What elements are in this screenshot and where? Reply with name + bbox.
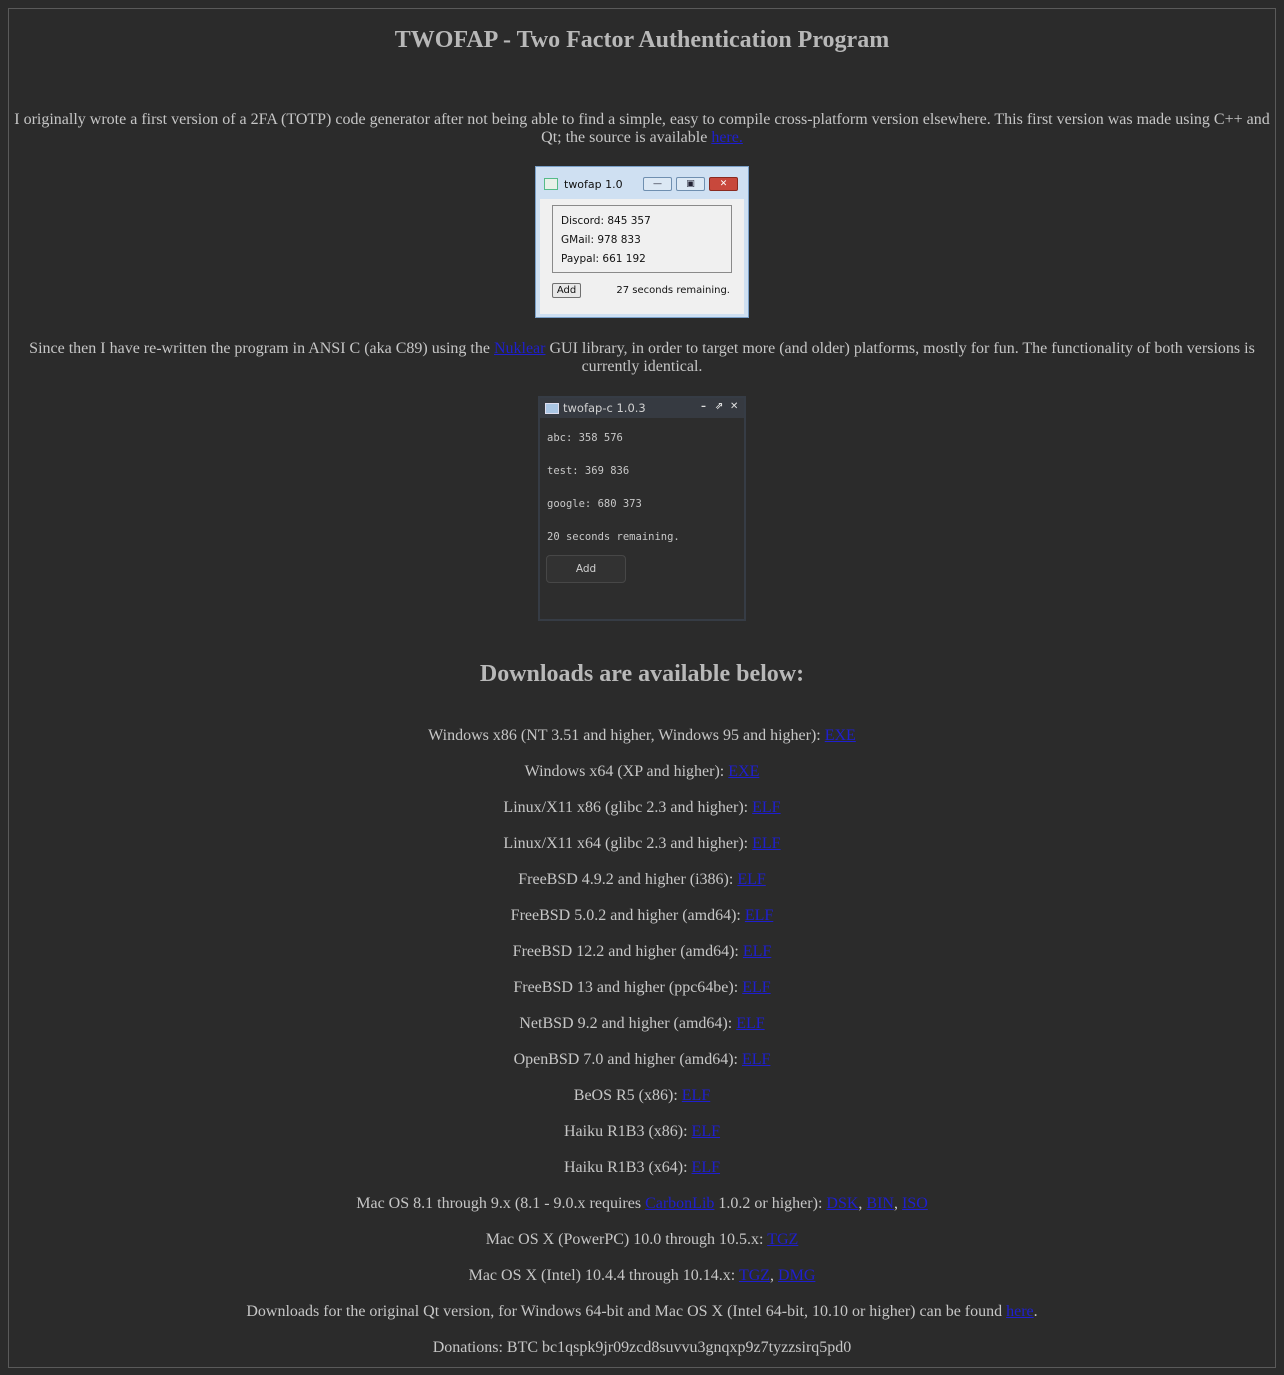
download-row-beos xyxy=(9,1087,1275,1123)
close-icon: ✕ xyxy=(730,401,739,412)
download-link-tgz[interactable]: TGZ xyxy=(767,1231,799,1248)
download-label: Linux/X11 x86 (glibc 2.3 and higher): xyxy=(503,799,753,816)
nk-remaining-text: 20 seconds remaining. xyxy=(547,531,680,543)
download-link-elf[interactable]: ELF xyxy=(744,907,774,924)
qt-downloads-note xyxy=(9,1303,1275,1339)
download-link-elf[interactable]: ELF xyxy=(742,943,772,960)
separator: , xyxy=(858,1195,867,1212)
download-row-macosx-intel xyxy=(9,1267,1275,1303)
app-icon xyxy=(544,178,558,190)
download-row-netbsd xyxy=(9,1015,1275,1051)
download-link-elf[interactable]: ELF xyxy=(752,835,781,852)
qt-source-link[interactable]: here. xyxy=(711,129,743,146)
minimize-icon: — xyxy=(643,177,672,191)
download-link-bin[interactable]: BIN xyxy=(866,1195,894,1212)
download-row-windows-x86 xyxy=(9,727,1275,763)
list-item: Paypal: 661 192 xyxy=(561,253,646,265)
download-label: Windows x86 (NT 3.51 and higher, Windows 95 and higher): xyxy=(428,727,825,744)
download-row-freebsd-ppc64be xyxy=(9,979,1275,1015)
app-icon xyxy=(545,403,559,414)
download-row-macosx-ppc xyxy=(9,1231,1275,1267)
download-label: BeOS R5 (x86): xyxy=(573,1087,682,1104)
qt-note-text: Downloads for the original Qt version, for Windows 64-bit and Mac OS X (Intel 64-bit, 10.10 or higher) can be found xyxy=(246,1303,1007,1320)
download-link-elf[interactable]: ELF xyxy=(691,1159,720,1176)
download-row-freebsd-amd64-12 xyxy=(9,943,1275,979)
qt-add-button: Add xyxy=(552,283,581,298)
separator: , xyxy=(770,1267,779,1284)
download-link-elf[interactable]: ELF xyxy=(737,871,766,888)
download-link-elf[interactable]: ELF xyxy=(736,1015,765,1032)
page-title: TWOFAP - Two Factor Authentication Program xyxy=(394,27,890,53)
maximize-icon: ▣ xyxy=(676,177,705,191)
download-label: Haiku R1B3 (x86): xyxy=(564,1123,692,1140)
download-link-exe[interactable]: EXE xyxy=(728,763,760,780)
download-row-freebsd-i386 xyxy=(9,871,1275,907)
nk-add-button: Add xyxy=(546,555,626,583)
minimize-icon: – xyxy=(701,401,706,412)
download-row-haiku-x64 xyxy=(9,1159,1275,1195)
download-row-windows-x64 xyxy=(9,763,1275,799)
qt-body xyxy=(540,199,744,314)
download-label: FreeBSD 12.2 and higher (amd64): xyxy=(512,943,743,960)
qt-window-title: twofap 1.0 xyxy=(564,178,623,191)
download-row-openbsd xyxy=(9,1051,1275,1087)
nuklear-screenshot xyxy=(538,396,746,621)
downloads-list xyxy=(9,727,1275,1375)
intro-paragraph xyxy=(9,111,1275,147)
qt-titlebar xyxy=(536,167,748,201)
qt-note-suffix: . xyxy=(1033,1303,1038,1320)
close-icon: ✕ xyxy=(709,177,738,191)
download-label: NetBSD 9.2 and higher (amd64): xyxy=(519,1015,737,1032)
rewrite-paragraph xyxy=(9,340,1275,376)
download-label: 1.0.2 or higher): xyxy=(714,1195,827,1212)
nk-window-title: twofap-c 1.0.3 xyxy=(563,401,646,415)
download-label: Haiku R1B3 (x64): xyxy=(564,1159,692,1176)
downloads-heading: Downloads are available below: xyxy=(479,661,805,687)
download-label: Mac OS 8.1 through 9.x (8.1 - 9.0.x requires xyxy=(356,1195,646,1212)
list-item: abc: 358 576 xyxy=(547,432,623,444)
nuklear-link[interactable]: Nuklear xyxy=(493,340,546,357)
list-item: GMail: 978 833 xyxy=(561,234,641,246)
download-link-exe[interactable]: EXE xyxy=(824,727,856,744)
download-row-freebsd-amd64-5 xyxy=(9,907,1275,943)
download-label: OpenBSD 7.0 and higher (amd64): xyxy=(513,1051,742,1068)
download-link-elf[interactable]: ELF xyxy=(691,1123,720,1140)
donations-text: Donations: BTC bc1qspk9jr09zcd8suvvu3gnqxp9z7tyzzsirq5pd0 xyxy=(432,1339,852,1356)
download-link-iso[interactable]: ISO xyxy=(901,1195,928,1212)
list-item: google: 680 373 xyxy=(547,498,642,510)
download-link-dsk[interactable]: DSK xyxy=(826,1195,859,1212)
nk-titlebar xyxy=(540,398,744,418)
qt-downloads-link[interactable]: here xyxy=(1006,1303,1034,1320)
download-link-elf[interactable]: ELF xyxy=(741,1051,771,1068)
carbonlib-link[interactable]: CarbonLib xyxy=(645,1195,715,1212)
download-row-linux-x86 xyxy=(9,799,1275,835)
download-link-tgz[interactable]: TGZ xyxy=(738,1267,771,1284)
download-label: Mac OS X (PowerPC) 10.0 through 10.5.x: xyxy=(485,1231,768,1248)
separator: , xyxy=(893,1195,902,1212)
download-label: FreeBSD 13 and higher (ppc64be): xyxy=(513,979,743,996)
download-label: FreeBSD 4.9.2 and higher (i386): xyxy=(518,871,738,888)
rewrite-text-before: Since then I have re-written the program in ANSI C (aka C89) using the xyxy=(29,340,494,357)
download-label: FreeBSD 5.0.2 and higher (amd64): xyxy=(510,907,745,924)
download-label: Mac OS X (Intel) 10.4.4 through 10.14.x: xyxy=(468,1267,739,1284)
rewrite-text-after: GUI library, in order to target more (and older) platforms, mostly for fun. The functionality of both versions is currently identical. xyxy=(545,340,1255,375)
download-link-elf[interactable]: ELF xyxy=(742,979,771,996)
qt-remaining-text: 27 seconds remaining. xyxy=(616,285,730,296)
download-label: Linux/X11 x64 (glibc 2.3 and higher): xyxy=(503,835,753,852)
download-row-haiku-x86 xyxy=(9,1123,1275,1159)
download-link-elf[interactable]: ELF xyxy=(681,1087,711,1104)
download-row-linux-x64 xyxy=(9,835,1275,871)
list-item: test: 369 836 xyxy=(547,465,630,477)
download-link-dmg[interactable]: DMG xyxy=(778,1267,816,1284)
maximize-icon: ⇗ xyxy=(715,401,724,412)
list-item: Discord: 845 357 xyxy=(561,215,651,227)
download-label: Windows x64 (XP and higher): xyxy=(524,763,729,780)
intro-text: I originally wrote a first version of a 2FA (TOTP) code generator after not being able to find a simple, easy to compile cross-platform version elsewhere. This first version was made using C++ and Qt; the source is available xyxy=(14,111,1270,146)
download-row-macos9 xyxy=(9,1195,1275,1231)
download-link-elf[interactable]: ELF xyxy=(752,799,781,816)
qt-screenshot xyxy=(535,166,749,318)
qt-code-list xyxy=(552,205,732,273)
